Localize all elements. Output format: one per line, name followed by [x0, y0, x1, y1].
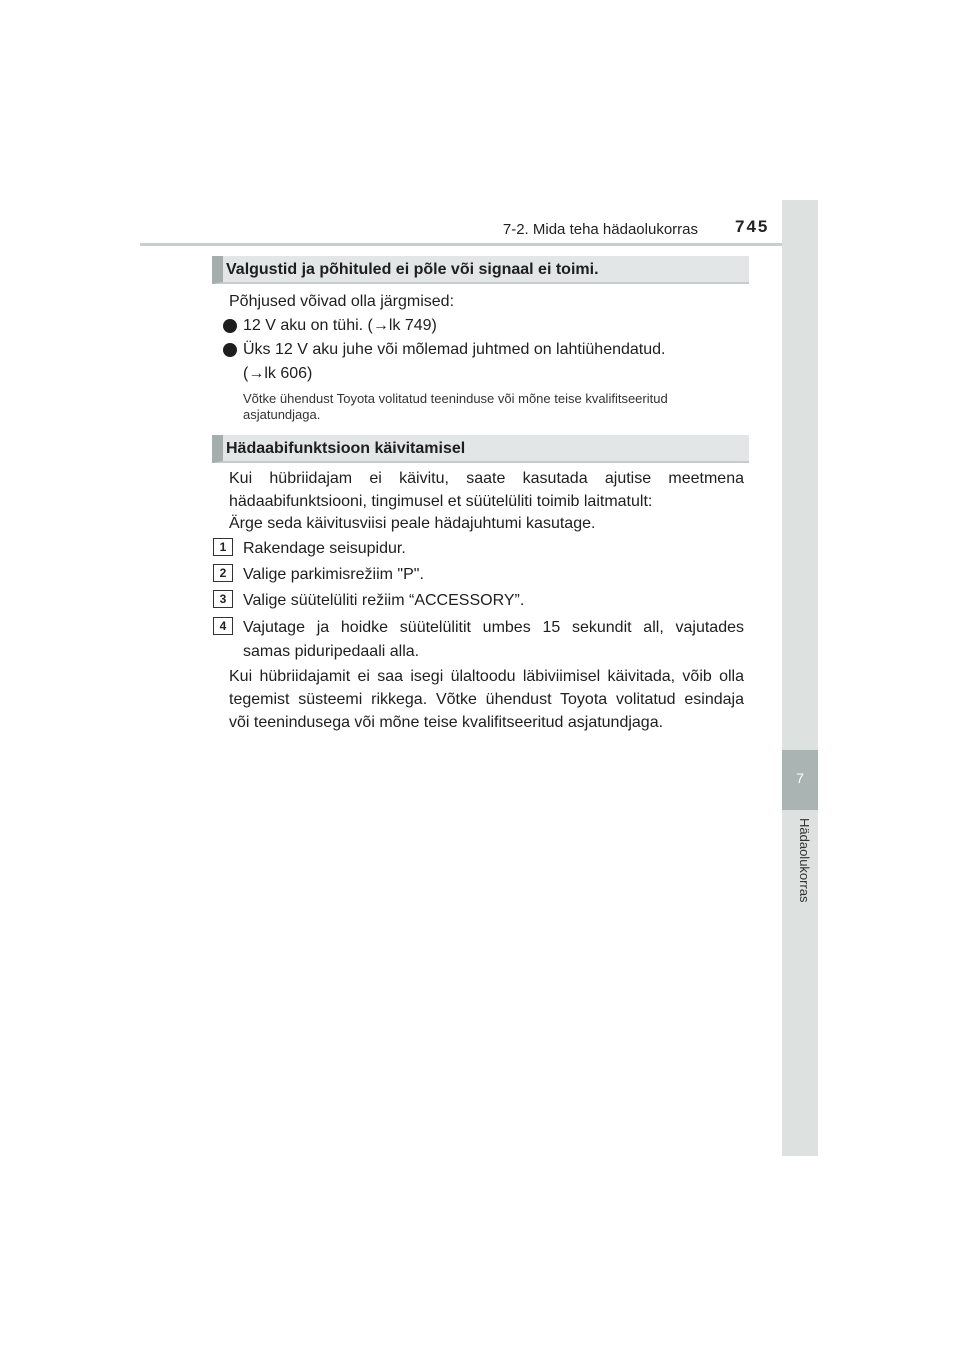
- paragraph-line: või teenindusega või mõne teise kvalifitseeritud asjatundjaga.: [229, 714, 664, 731]
- paragraph-line: tegemist süsteemi rikkega. Võtke ühendust Toyota volitatud esindaja: [229, 691, 744, 708]
- bullet-icon: [223, 319, 237, 333]
- step-number-badge: 4: [213, 617, 233, 635]
- step-text-continuation: samas piduripedaali alla.: [243, 643, 420, 660]
- paragraph-line: Kui hübriidajam ei käivitu, saate kasutada ajutise meetmena: [229, 470, 744, 487]
- bullet-item-continuation: (→lk 606): [243, 365, 313, 382]
- bullet-item: Üks 12 V aku juhe või mõlemad juhtmed on lahtiühendatud.: [243, 341, 666, 358]
- step-text: Valige süütelüliti režiim “ACCESSORY”.: [243, 592, 525, 609]
- step-text: Valige parkimisrežiim "P".: [243, 566, 424, 583]
- chapter-number: 7: [796, 770, 804, 786]
- step-text: Vajutage ja hoidke süütelülitit umbes 15 sekundit all, vajutades: [243, 619, 744, 636]
- bullet-item: 12 V aku on tühi. (→lk 749): [243, 317, 437, 334]
- warning-text: Ärge seda käivitusviisi peale hädajuhtumi kasutage.: [229, 515, 596, 532]
- running-header-section: 7-2. Mida teha hädaolukorras: [502, 221, 698, 238]
- step-number-badge: 1: [213, 538, 233, 556]
- chapter-side-tab: [782, 200, 818, 1156]
- step-text: Rakendage seisupidur.: [243, 540, 406, 557]
- section-heading: Valgustid ja põhituled ei põle või signaal ei toimi.: [212, 256, 749, 284]
- note-text: Võtke ühendust Toyota volitatud teeninduse või mõne teise kvalifitseeritud: [243, 391, 668, 406]
- page-number: 745: [735, 217, 770, 236]
- intro-text: Põhjused võivad olla järgmised:: [229, 293, 455, 310]
- step-number-badge: 2: [213, 564, 233, 582]
- paragraph-line: hädaabifunktsiooni, tingimusel et süütelüliti toimib laitmatult:: [229, 493, 653, 510]
- section-heading: Hädaabifunktsioon käivitamisel: [212, 435, 749, 463]
- step-number-badge: 3: [213, 590, 233, 608]
- paragraph-line: Kui hübriidajamit ei saa isegi ülaltoodu läbiviimisel käivitada, võib olla: [229, 668, 744, 685]
- chapter-title: Hädaolukorras: [797, 818, 812, 903]
- note-text: asjatundjaga.: [243, 407, 321, 422]
- header-divider: [140, 243, 818, 246]
- bullet-icon: [223, 343, 237, 357]
